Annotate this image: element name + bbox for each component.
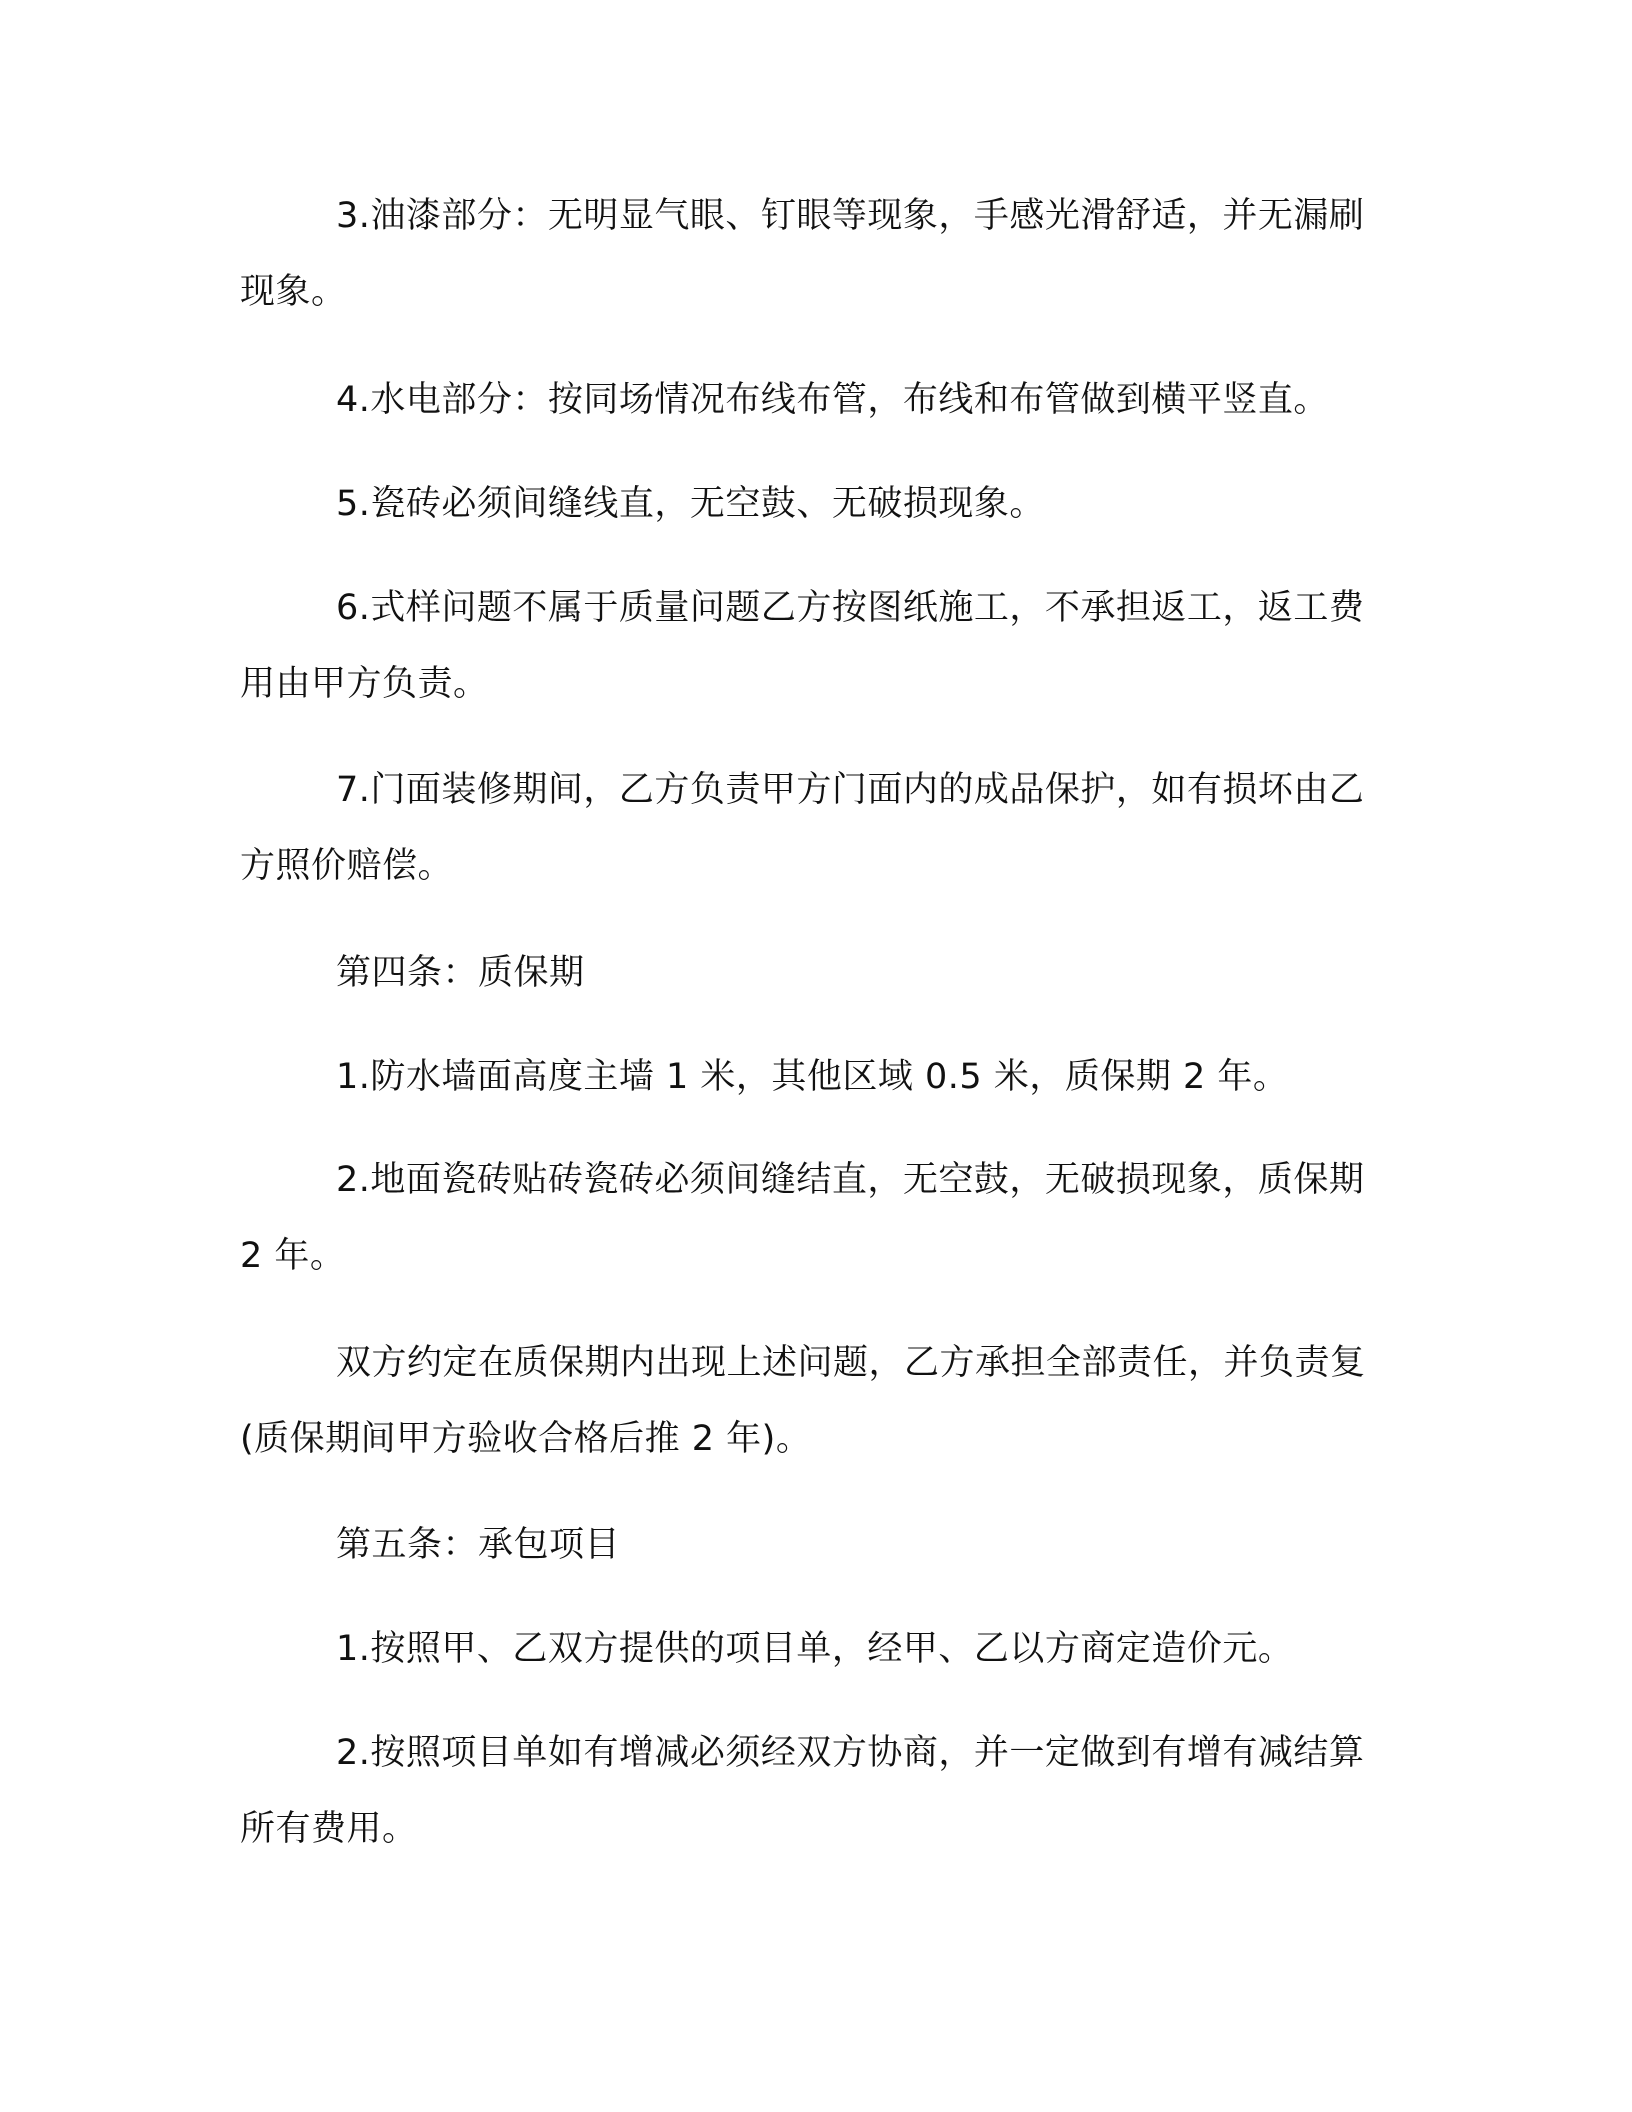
paragraph-project-list: 1.按照甲、乙双方提供的项目单，经甲、乙以方商定造价元。: [336, 1629, 1294, 1669]
paragraph-warranty-agreement: 双方约定在质保期内出现上述问题，乙方承担全部责任，并负责复(质保期间甲方验收合格后推 2 年)。: [240, 1343, 1366, 1459]
paragraph-plumbing-electrical: 4.水电部分：按同场情况布线布管，布线和布管做到横平竖直。: [336, 380, 1329, 420]
paragraph-paint: 3.油漆部分：无明显气眼、钉眼等现象，手感光滑舒适，并无漏刷现象。: [240, 196, 1365, 312]
heading-article-4: 第四条：质保期: [336, 953, 585, 993]
paragraph-floor-tiles: 2.地面瓷砖贴砖瓷砖必须间缝结直，无空鼓，无破损现象，质保期 2 年。: [240, 1160, 1365, 1276]
paragraph-additions-reductions: 2.按照项目单如有增减必须经双方协商，并一定做到有增有减结算所有费用。: [240, 1733, 1365, 1849]
paragraph-tiles: 5.瓷砖必须间缝线直，无空鼓、无破损现象。: [336, 484, 1045, 524]
paragraph-waterproof-wall: 1.防水墙面高度主墙 1 米，其他区域 0.5 米，质保期 2 年。: [336, 1057, 1289, 1097]
heading-article-5: 第五条：承包项目: [336, 1525, 621, 1565]
paragraph-protection: 7.门面装修期间，乙方负责甲方门面内的成品保护，如有损坏由乙方照价赔偿。: [240, 770, 1365, 886]
paragraph-style-issues: 6.式样问题不属于质量问题乙方按图纸施工，不承担返工，返工费用由甲方负责。: [240, 588, 1365, 704]
